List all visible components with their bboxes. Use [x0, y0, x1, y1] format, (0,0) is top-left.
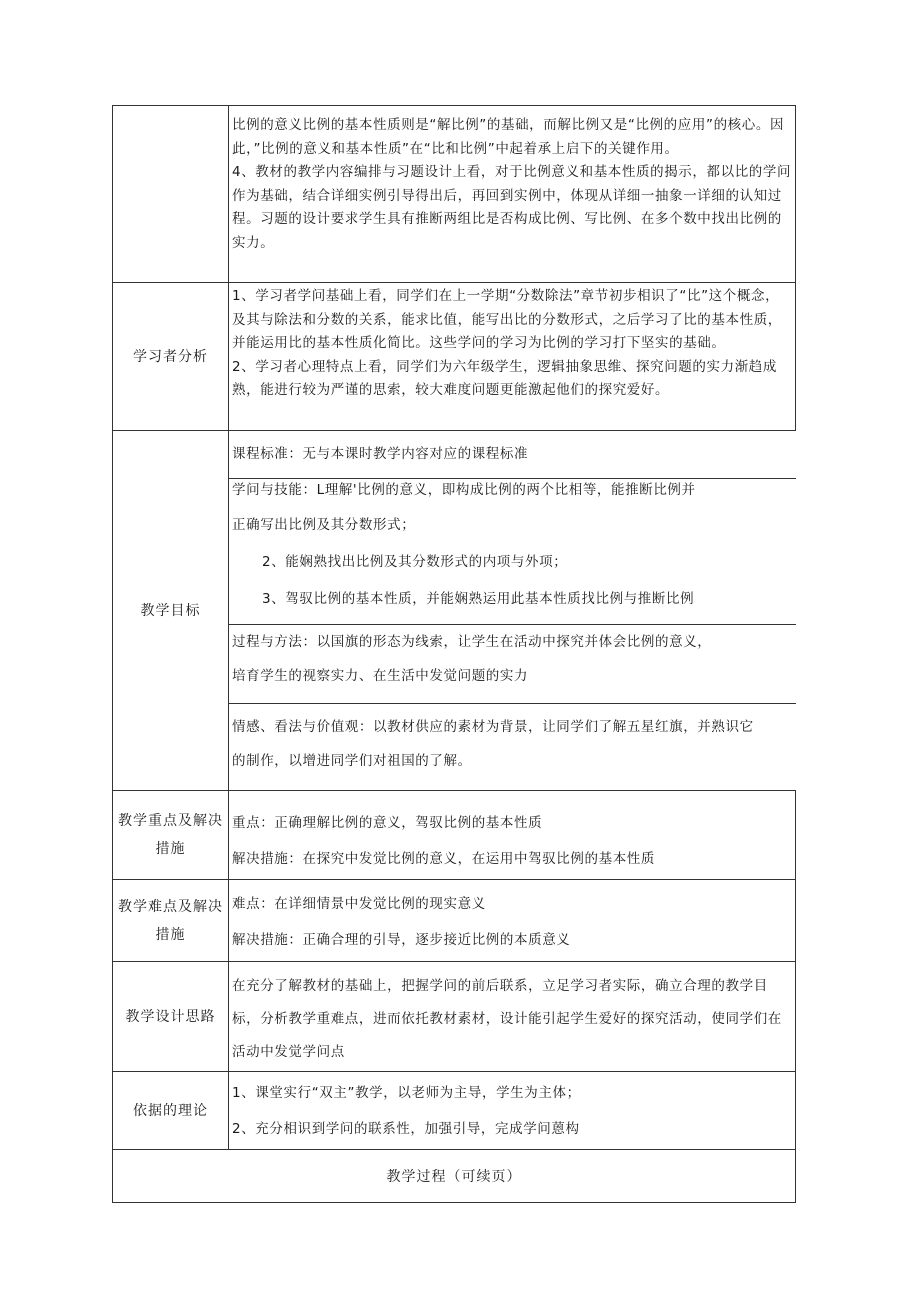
material-content — [229, 106, 796, 283]
material-row — [113, 106, 796, 283]
goals-knowledge-line: 3、驾驭比例的基本性质，并能娴熟运用此基本性质找比例与推断比例 — [262, 591, 695, 607]
difficulties-line: 难点：在详细情景中发觉比例的现实意义 — [232, 896, 486, 912]
design-text: 在充分了解教材的基础上，把握学问的前后联系，立足学习者实际，确立合理的教学目标，分析教学重难点，进而依托教材素材，设计能引起学生爱好的探究活动，使同学们在活动中发觉学问点 — [232, 978, 782, 1060]
key-points-line: 重点：正确理解比例的意义，驾驭比例的基本性质 — [232, 815, 543, 831]
goals-label: 教学目标 — [113, 431, 229, 791]
goals-process-line: 过程与方法：以国旗的形态为线索，让学生在活动中探究并体会比例的意义， — [232, 634, 712, 650]
key-points-row — [113, 791, 796, 880]
theory-line: 2、充分相识到学问的联系性，加强引导，完成学问蒽构 — [232, 1121, 580, 1137]
difficulties-row — [113, 880, 796, 962]
goals-knowledge-line: 学问与技能：L理解'比例的意义，即构成比例的两个比相等，能推断比例并 — [232, 482, 696, 498]
design-label: 教学设计思路 — [113, 962, 229, 1072]
theory-row — [113, 1072, 796, 1150]
footer-title: 教学过程（可续页） — [113, 1150, 796, 1203]
design-content — [229, 962, 796, 1072]
goals-emotion — [229, 716, 796, 790]
goals-emotion-line: 的制作，以增进同学们对祖国的了解。 — [232, 753, 472, 769]
goals-standard: 课程标准：无与本课时教学内容对应的课程标准 — [229, 431, 796, 479]
material-paragraph: 4、教材的教学内容编排与习题设计上看，对于比例意义和基本性质的揭示，都以比的学问作为基础，结合详细实例引导得出后，再回到实例中，体现从详细一抽象一详细的认知过程。习题的设计要求学生具有推断两组比是否构成比例、写比例、在多个数中找出比例的实力。 — [232, 164, 792, 251]
goals-process-line: 培育学生的视察实力、在生活中发觉问题的实力 — [232, 668, 529, 684]
learner-label: 学习者分析 — [113, 283, 229, 431]
theory-line: 1、课堂实行“双主”教学，以老师为主导，学生为主体； — [232, 1085, 581, 1101]
lesson-plan-table — [112, 105, 796, 1203]
goals-row — [113, 431, 796, 791]
goals-emotion-line: 情感、看法与价值观：以教材供应的素材为背景，让同学们了解五星红旗，并熟识它 — [232, 719, 754, 735]
material-label-cell — [113, 106, 229, 283]
footer-row — [113, 1150, 796, 1203]
difficulties-label: 教学难点及解决 措施 — [113, 880, 229, 962]
theory-label: 依据的理论 — [113, 1072, 229, 1150]
learner-paragraph: 2、学习者心理特点上看，同学们为六年级学生，逻辑抽象思维、探究问题的实力渐趋成熟，能进行较为严谨的思索，较大难度问题更能激起他们的探究爱好。 — [232, 358, 777, 398]
learner-content — [229, 283, 796, 431]
learner-paragraph: 1、学习者学问基础上看，同学们在上一学期“分数除法”章节初步相识了“比”这个概念，及其与除法和分数的关系，能求比值，能写出比的分数形式，之后学习了比的基本性质，并能运用比的基本性质化简比。这些学问的学习为比例的学习打下坚实的基础。 — [232, 288, 782, 351]
material-paragraph: 比例的意义比例的基本性质则是“解比例”的基础，而解比例又是“比例的应用”的核心。因此，”比例的意义和基本性质”在“比和比例”中起着承上启下的关键作用。 — [232, 117, 785, 157]
design-row — [113, 962, 796, 1072]
goals-content — [229, 431, 796, 791]
key-points-label: 教学重点及解决 措施 — [113, 791, 229, 880]
key-points-content — [229, 791, 796, 880]
theory-content — [229, 1072, 796, 1150]
goals-knowledge-line: 正确写出比例及其分数形式； — [232, 517, 416, 533]
key-points-line: 解决措施：在探究中发觉比例的意义，在运用中驾驭比例的基本性质 — [232, 851, 655, 867]
goals-knowledge — [229, 479, 796, 625]
learner-row — [113, 283, 796, 431]
goals-process — [229, 631, 796, 704]
goals-knowledge-line: 2、能娴熟找出比例及其分数形式的内项与外项； — [262, 554, 568, 570]
difficulties-line: 解决措施：正确合理的引导，逐步接近比例的本质意义 — [232, 932, 571, 948]
difficulties-content — [229, 880, 796, 962]
